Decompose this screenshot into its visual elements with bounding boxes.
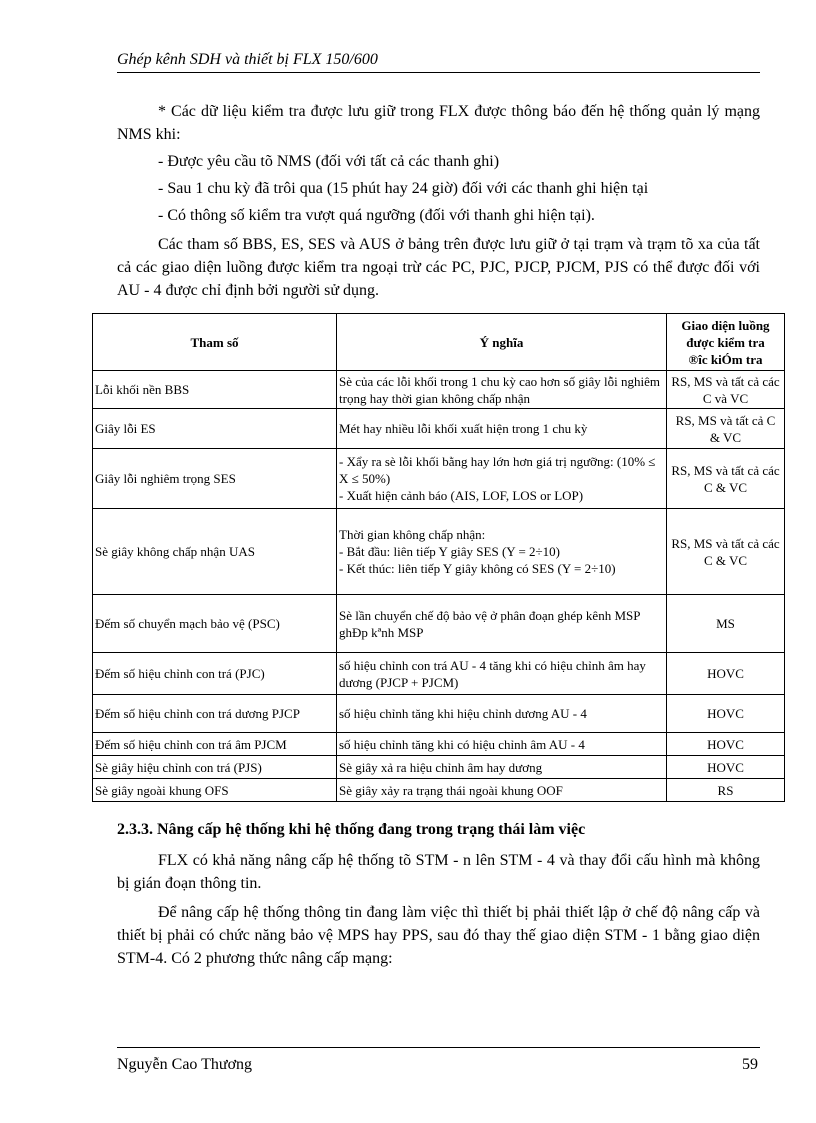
cell-interface: HOVC bbox=[667, 653, 785, 695]
table-row bbox=[93, 779, 785, 802]
table-row bbox=[93, 733, 785, 756]
meaning-line: - Bắt đầu: liên tiếp Y giây SES (Y = 2÷10) bbox=[339, 544, 560, 559]
cell-meaning: Sè của các lỗi khối trong 1 chu kỳ cao hơn số giây lỗi nghiêm trọng hay thời gian không chấp nhận bbox=[337, 371, 667, 409]
meaning-line: ghÐp kªnh MSP bbox=[339, 624, 424, 640]
cell-interface: HOVC bbox=[667, 756, 785, 779]
cell-meaning bbox=[337, 595, 667, 653]
cell-param: Đếm số chuyển mạch bảo vệ (PSC) bbox=[93, 595, 337, 653]
cell-param: Đếm số hiệu chỉnh con trá dương PJCP bbox=[93, 695, 337, 733]
page-footer bbox=[117, 1047, 760, 1078]
cell-meaning bbox=[337, 449, 667, 509]
cell-interface: RS, MS và tất cả các C & VC bbox=[667, 509, 785, 595]
cell-meaning: Sè giây xảy ra trạng thái ngoài khung OOF bbox=[337, 779, 667, 802]
cell-meaning: số hiệu chỉnh tăng khi hiệu chỉnh dương AU - 4 bbox=[337, 695, 667, 733]
cell-param: Sè giây không chấp nhận UAS bbox=[93, 509, 337, 595]
cell-interface: HOVC bbox=[667, 733, 785, 756]
section-paragraph-1: FLX có khả năng nâng cấp hệ thống tõ STM - n lên STM - 4 và thay đổi cấu hình mà không bị gián đoạn thông tin. bbox=[117, 852, 760, 892]
cell-interface: HOVC bbox=[667, 695, 785, 733]
cell-param: Giây lỗi nghiêm trọng SES bbox=[93, 449, 337, 509]
cell-param: Sè giây ngoài khung OFS bbox=[93, 779, 337, 802]
intro-paragraph-2: Các tham số BBS, ES, SES và AUS ở bảng trên được lưu giữ ở tại trạm và trạm tõ xa của tất cả các giao diện luồng được kiểm tra ngoại trừ các PC, PJC, PJCP, PJCM, PJS có thể được đối với AU - 4 được chỉ định bởi người sử dụng. bbox=[117, 236, 760, 299]
cell-interface: RS, MS và tất cả các C & VC bbox=[667, 449, 785, 509]
intro-list-item: - Sau 1 chu kỳ đã trôi qua (15 phút hay 24 giờ) đối với các thanh ghi hiện tại bbox=[158, 180, 649, 197]
table-row bbox=[93, 371, 785, 409]
table-row bbox=[93, 595, 785, 653]
cell-interface: RS, MS và tất cả C & VC bbox=[667, 409, 785, 449]
cell-meaning: Mét hay nhiều lỗi khối xuất hiện trong 1 chu kỳ bbox=[337, 409, 667, 449]
header-line: được kiểm tra bbox=[686, 334, 765, 350]
header-title: Ghép kênh SDH và thiết bị FLX 150/600 bbox=[117, 51, 378, 68]
footer-author: Nguyễn Cao Thương bbox=[117, 1056, 253, 1073]
table-row bbox=[93, 409, 785, 449]
table-row bbox=[93, 509, 785, 595]
table-row bbox=[93, 756, 785, 779]
cell-meaning: số hiệu chỉnh con trá AU - 4 tăng khi có hiệu chỉnh âm hay dương (PJCP + PJCM) bbox=[337, 653, 667, 695]
cell-interface: RS, MS và tất cả các C và VC bbox=[667, 371, 785, 409]
column-header-interface bbox=[667, 314, 785, 371]
intro-list-item: - Có thông số kiểm tra vượt quá ngưỡng (đối với thanh ghi hiện tại). bbox=[158, 207, 595, 224]
column-header-meaning: Ý nghĩa bbox=[337, 314, 667, 371]
column-header-param: Tham số bbox=[93, 314, 337, 371]
header-line: ®îc kiÓm tra bbox=[688, 351, 763, 367]
page-content bbox=[95, 100, 780, 970]
cell-meaning: Sè giây xả ra hiệu chỉnh âm hay dương bbox=[337, 756, 667, 779]
cell-param: Đếm số hiệu chỉnh con trá âm PJCM bbox=[93, 733, 337, 756]
table-header-row bbox=[93, 314, 785, 371]
meaning-line: - Kết thúc: liên tiếp Y giây không có SES (Y = 2÷10) bbox=[339, 561, 616, 576]
cell-meaning bbox=[337, 509, 667, 595]
page-number: 59 bbox=[742, 1056, 758, 1073]
table-row bbox=[93, 695, 785, 733]
cell-param: Sè giây hiệu chỉnh con trá (PJS) bbox=[93, 756, 337, 779]
cell-meaning: số hiệu chỉnh tăng khi có hiệu chỉnh âm AU - 4 bbox=[337, 733, 667, 756]
intro-paragraph-1: * Các dữ liệu kiểm tra được lưu giữ trong FLX được thông báo đến hệ thống quản lý mạng NMS khi: bbox=[117, 103, 760, 143]
meaning-line: - Xuất hiện cảnh báo (AIS, LOF, LOS or LOP) bbox=[339, 488, 584, 503]
meaning-line: - Xẩy ra sè lỗi khối bằng hay lớn hơn giá trị ngưỡng: (10% ≤ X ≤ 50%) bbox=[339, 454, 656, 486]
table-row bbox=[93, 653, 785, 695]
cell-param: Giây lỗi ES bbox=[93, 409, 337, 449]
meaning-line: Thời gian không chấp nhận: bbox=[339, 527, 486, 542]
section-heading: 2.3.3. Nâng cấp hệ thống khi hệ thống đang trong trạng thái làm việc bbox=[117, 821, 586, 838]
cell-interface: MS bbox=[667, 595, 785, 653]
table-row bbox=[93, 449, 785, 509]
intro-list-item: - Được yêu cầu tõ NMS (đối với tất cả các thanh ghi) bbox=[158, 153, 500, 170]
page-header bbox=[117, 50, 760, 73]
cell-param: Đếm số hiệu chỉnh con trá (PJC) bbox=[93, 653, 337, 695]
parameters-table bbox=[92, 313, 785, 802]
cell-param: Lỗi khối nền BBS bbox=[93, 371, 337, 409]
cell-interface: RS bbox=[667, 779, 785, 802]
header-line: Giao diện luồng bbox=[681, 317, 770, 333]
meaning-line: Sè lần chuyển chế độ bảo vệ ở phân đoạn ghép kênh MSP bbox=[339, 607, 641, 623]
section-paragraph-2: Để nâng cấp hệ thống thông tin đang làm việc thì thiết bị phải thiết lập ở chế độ nâng cấp và thiết bị phải có chức năng bảo vệ MPS hay PPS, sau đó thay thế giao diện STM - 1 bằng giao diện STM-4. Có 2 phương thức nâng cấp mạng: bbox=[117, 904, 760, 967]
